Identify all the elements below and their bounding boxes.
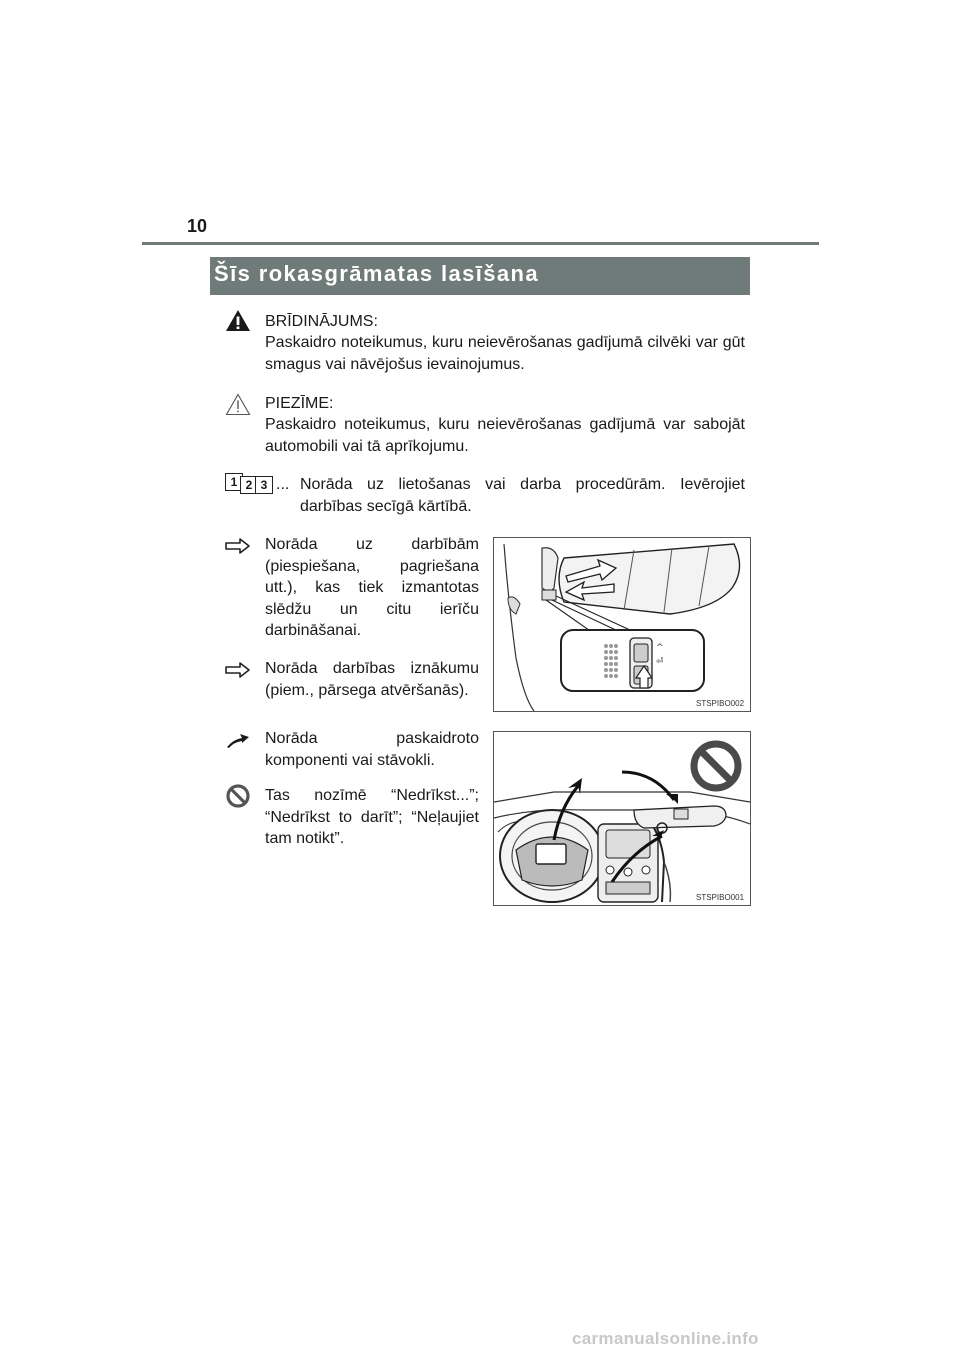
curved-arrow-icon <box>225 731 251 749</box>
warning-heading: BRĪDINĀJUMS: <box>265 313 378 330</box>
prohibited-text: Tas nozīmē “Nedrīkst...”; “Nedrīkst to darīt”; “Neļaujiet tam notikt”. <box>265 787 479 847</box>
page-number: 10 <box>187 216 208 236</box>
component-text: Norāda paskaidroto komponenti vai stāvokli. <box>265 730 479 769</box>
warning-triangle-outline-icon <box>225 393 251 416</box>
operation-text: Norāda uz darbībām (piespiešana, pagriešana utt.), kas tiek izmantotas slēdžu un citu ierīču darbināšanai. <box>265 536 479 639</box>
result-text: Norāda darbības iznākumu (piem., pārsega atvēršanās). <box>265 660 479 699</box>
watermark: carmanualsonline.info <box>572 1329 759 1348</box>
procedure-text: Norāda uz lietošanas vai darba procedūrām. Ievērojiet darbības secīgā kārtībā. <box>300 476 745 515</box>
step-2-icon: 2 <box>240 476 258 494</box>
top-rule <box>142 242 819 245</box>
warning-triangle-filled-icon <box>225 309 251 332</box>
figure-switch-operation <box>493 537 751 712</box>
svg-text:⏎: ⏎ <box>656 657 664 667</box>
notice-text: Paskaidro noteikumus, kuru neievērošanas gadījumā var sabojāt automobili vai tā aprīkojumu. <box>265 416 745 455</box>
step-1-icon: 1 <box>225 473 243 491</box>
figure-2-code: STSPIBO001 <box>696 893 745 902</box>
procedure-ellipsis: ... <box>276 476 290 493</box>
warning-text: Paskaidro noteikumus, kuru neievērošanas gadījumā cilvēki var gūt smagus vai nāvējošus ievainojumus. <box>265 334 745 373</box>
figure-dashboard-prohibited <box>493 731 751 906</box>
prohibited-icon <box>226 784 250 808</box>
figure-dashboard-illustration <box>494 732 750 905</box>
section-title: Šīs rokasgrāmatas lasīšana <box>214 261 540 286</box>
outline-arrow-icon <box>225 537 251 555</box>
outline-arrow-icon <box>225 661 251 679</box>
step-number-icons <box>225 473 275 495</box>
figure-switch-illustration <box>494 538 750 711</box>
figure-1-code: STSPIBO002 <box>696 699 745 708</box>
step-3-icon: 3 <box>255 476 273 494</box>
notice-heading: PIEZĪME: <box>265 395 334 412</box>
svg-text:^: ^ <box>656 643 664 653</box>
